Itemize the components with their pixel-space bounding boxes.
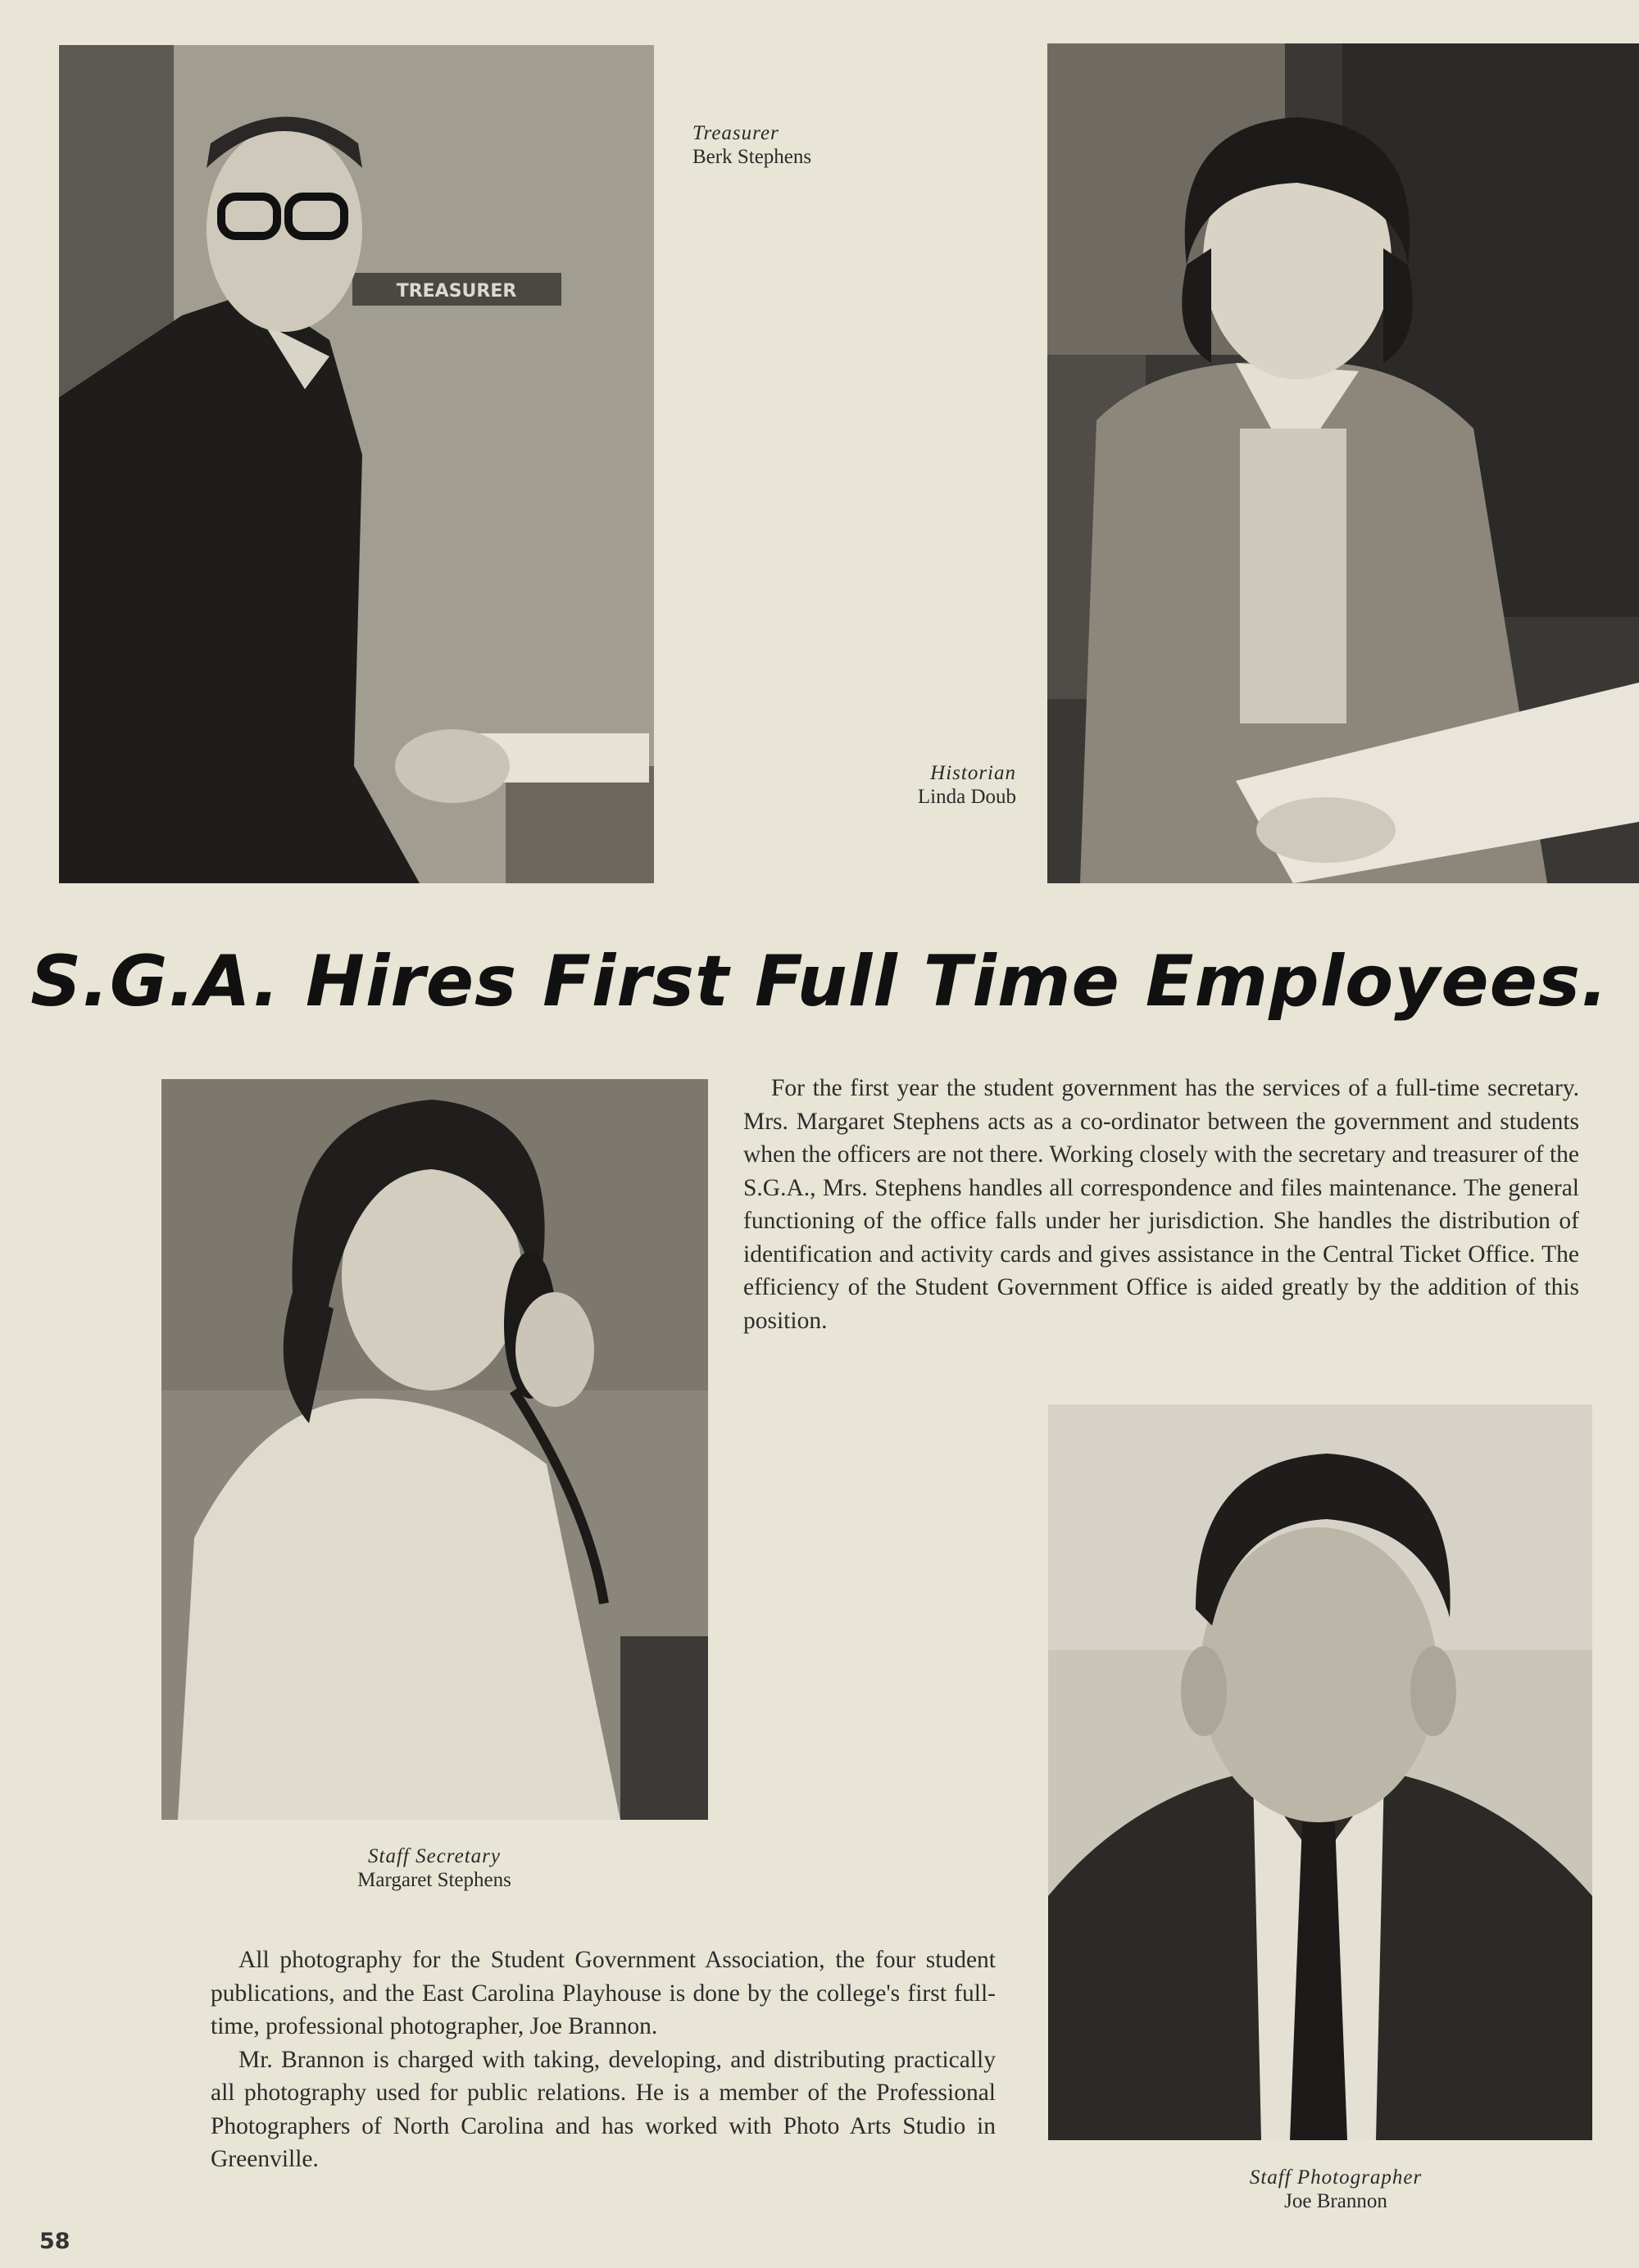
historian-photo [1047,43,1639,883]
secretary-role: Staff Secretary [368,1845,501,1867]
page-headline: S.G.A. Hires First Full Time Employees. [30,941,1609,1023]
photographer-name: Joe Brannon [1284,2190,1387,2212]
treasurer-door-sign: TREASURER [396,281,517,302]
secretary-photo [161,1079,708,1820]
photographer-role: Staff Photographer [1249,2166,1423,2189]
photographer-photo [1048,1404,1592,2140]
page-number: 58 [39,2229,70,2254]
article-secretary [743,1072,1579,1337]
article-photographer-paragraph-2: Mr. Brannon is charged with taking, developing, and distributing practically all photography used for public relations. He is a member of the Professional Photographers of North Carolina and has worked with Photo Arts Studio in Greenville. [211,2046,996,2172]
article-photographer-paragraph-1: All photography for the Student Government Association, the four student publications, and the East Carolina Playhouse is done by the college's first full-time, professional photographer, Joe Brannon. [211,1947,996,2039]
historian-role: Historian [930,762,1016,784]
treasurer-caption [692,121,811,169]
secretary-caption [295,1844,574,1892]
article-photographer [211,1944,996,2176]
treasurer-name: Berk Stephens [692,146,812,168]
historian-name: Linda Doub [917,786,1016,808]
article-secretary-paragraph: For the first year the student government has the services of a full-time secretary. Mrs. Margaret Stephens acts as a co-ordinator between the government and students when the officers are not there. Working closely with the secretary and treasurer of the S.G.A., Mrs. Stephens handles all correspondence and files maintenance. The general functioning of the office falls under her jurisdiction. She handles the distribution of identification and activity cards and gives assistance in the Central Ticket Office. The efficiency of the Student Government Office is aided greatly by the addition of this position. [743,1075,1579,1334]
treasurer-photo [59,45,654,883]
treasurer-role: Treasurer [692,122,779,144]
photographer-caption [1188,2166,1483,2213]
historian-caption [820,761,1016,809]
secretary-name: Margaret Stephens [357,1869,511,1891]
